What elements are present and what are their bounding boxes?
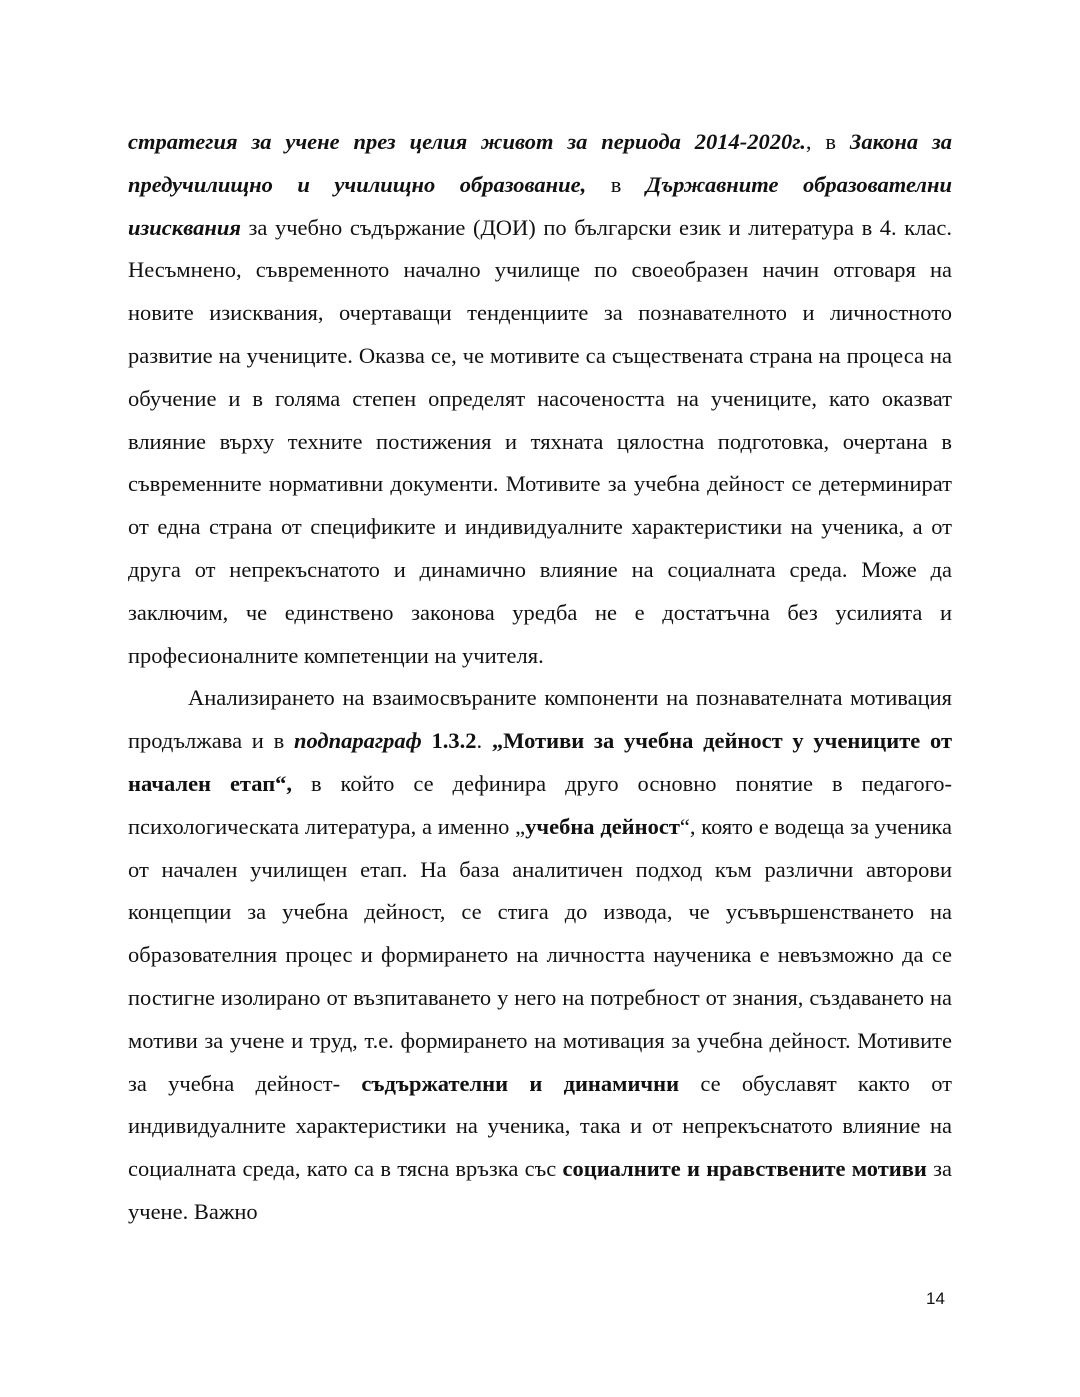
- text-run: в който се дефинира друго основно понятие в педагого-психологическата литература, а именно „: [128, 770, 952, 839]
- text-run: се обуславят както от индивидуалните характеристики на ученика, така и от непрекъснатото влияние на социалната среда, като са в тясна връзка със: [128, 1070, 952, 1182]
- paragraph-1: [128, 121, 952, 677]
- standards-title: Държавните образователни изисквания: [128, 171, 952, 240]
- term-social-moral-motives: социалните и нравствените мотиви: [562, 1156, 927, 1182]
- page-number: 14: [926, 1289, 945, 1308]
- strategy-title: стратегия за учене през целия живот за периода 2014-2020г.: [128, 129, 806, 154]
- law-title: Закона за предучилищно и училищно образование,: [128, 129, 953, 197]
- text-run: .: [476, 728, 492, 754]
- text-run: “, която е водеща за ученика от начален училищен етап. На база аналитичен подход към различни авторови концепции за учебна дейност, се стига до извода, че усъвършенстването на образователния процес и формирането на личността научeника е невъзможно да се постигне изолирано от възпитаването у него на потребност от знания, създаването на мотиви за учене и труд, т.е. формирането на мотивация за учебна дейност. Мотивите за учебна дейност-: [128, 813, 953, 1096]
- text-run: Анализирането на взаимосвъраните компоненти на познавателната мотивация продължава и в: [128, 685, 952, 754]
- term-content-dynamic: съдържателни и динамични: [361, 1070, 680, 1096]
- body-text: [128, 121, 952, 1234]
- text-run: за учебно съдържание (ДОИ) по български език и литература в 4. клас. Несъмнено, съвременното начално училище по своеобразен начин отговаря на новите изисквания, очертаващи тенденциите за познавателното и личностното развитие на учениците. Оказва се, че мотивите са съществената страна на процеса на обучение и в голяма степен определят насочеността на учениците, като оказват влияние върху техните постижения и тяхната цялостна подготовка, очертана в съвременните нормативни документи. Мотивите за учебна дейност се детерминират от една страна от спецификите и индивидуалните характеристики на ученика, а от друга от непрекъснатото и динамично влияние на социалната среда. Може да заключим, че единствено законова уредба не е достатъчна без усилията и професионалните компетенции на учителя.: [128, 214, 952, 668]
- subparagraph-label: подпараграф: [293, 728, 422, 754]
- subparagraph-number: 1.3.2: [421, 728, 477, 754]
- subparagraph-title: „Мотиви за учебна дейност у учениците от начален етап“,: [128, 728, 953, 796]
- text-run: в: [586, 171, 646, 197]
- term-learning-activity: учебна дейност: [525, 813, 680, 839]
- paragraph-2: [128, 677, 952, 1233]
- text-run: за учене. Важно: [128, 1156, 953, 1224]
- text-run: , в: [805, 129, 850, 154]
